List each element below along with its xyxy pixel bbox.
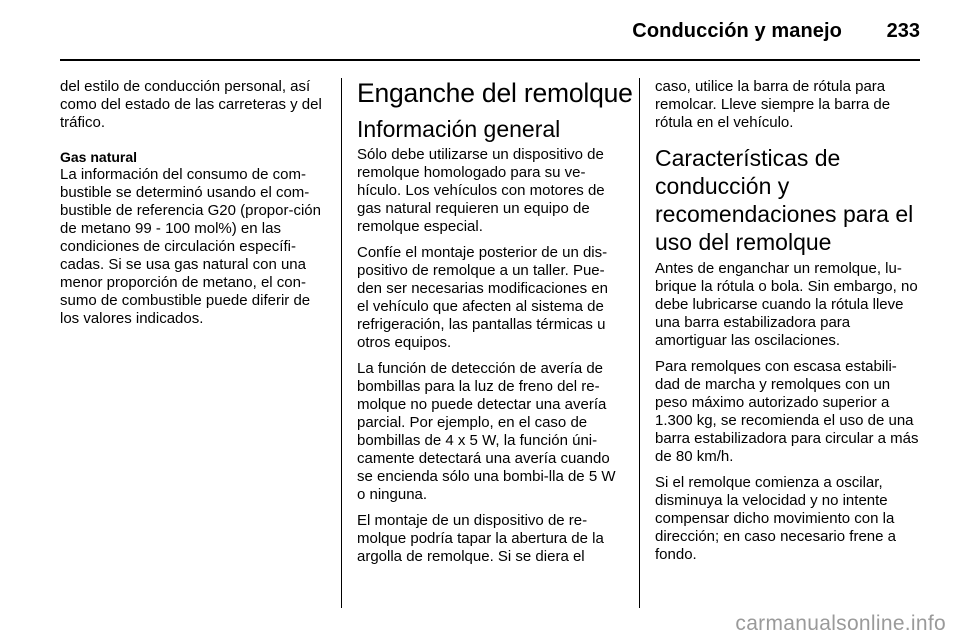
page-number: 233 xyxy=(886,20,920,42)
header-rule xyxy=(60,59,920,61)
gas-natural-text: La información del consumo de com-bustible se determinó usando el com-bustible de referencia G20 (propor-ción de metano 99 - 100 mol%) en las condiciones de circulación específi-cadas. Si se usa gas natural con una menor proporción de metano, el con-sumo de combustible puede diferir de los valores indicados. xyxy=(60,166,321,327)
paragraph: Confíe el montaje posterior de un dis-positivo de remolque a un taller. Pue-den ser necesarias modificaciones en el vehículo que afecten al sistema de refrigeración, las pantallas térmicas u otros equipos. xyxy=(357,244,608,351)
watermark: carmanualsonline.info xyxy=(735,612,946,635)
section-subtitle: Información general xyxy=(357,116,561,142)
header-title: Conducción y manejo xyxy=(632,20,842,42)
column-1 xyxy=(60,78,324,336)
continuation-paragraph: caso, utilice la barra de rótula para remolcar. Lleve siempre la barra de rótula en el vehículo. xyxy=(655,78,891,131)
page-header xyxy=(60,0,920,60)
column-3 xyxy=(655,78,919,572)
column-2 xyxy=(357,78,633,574)
paragraph: Sólo debe utilizarse un dispositivo de remolque homologado para su ve-hículo. Los vehículos con motores de gas natural requieren un equipo de remolque especial. xyxy=(357,146,605,235)
paragraph: El montaje de un dispositivo de re-molque podría tapar la abertura de la argolla de remolque. Si se diera el xyxy=(357,512,604,565)
intro-paragraph: del estilo de conducción personal, así como del estado de las carreteras y del tráfico. xyxy=(60,78,322,131)
towing-recommendations-heading: Características de conducción y recomendaciones para el uso del remolque xyxy=(655,145,914,255)
paragraph: Para remolques con escasa estabili-dad de marcha y remolques con un peso máximo autorizado superior a 1.300 kg, se recomienda el uso de una barra estabilizadora para circular a más de 80 km/h. xyxy=(655,358,919,465)
gas-natural-heading: Gas natural xyxy=(60,149,138,165)
paragraph: Antes de enganchar un remolque, lu-brique la rótula o bola. Sin embargo, no debe lubricarse cuando la rótula lleve una barra estabilizadora para amortiguar las oscilaciones. xyxy=(655,260,918,349)
column-divider-2 xyxy=(639,78,640,608)
section-title: Enganche del remolque xyxy=(357,78,633,108)
column-divider-1 xyxy=(341,78,342,608)
paragraph: Si el remolque comienza a oscilar, disminuya la velocidad y no intente compensar dicho movimiento con la dirección; en caso necesario frene a fondo. xyxy=(655,474,896,563)
paragraph: La función de detección de avería de bombillas para la luz de freno del re-molque no puede detectar una avería parcial. Por ejemplo, en el caso de bombillas de 4 x 5 W, la función úni-camente detectará una avería cuando se encienda sólo una bombi-lla de 5 W o ninguna. xyxy=(357,360,616,503)
